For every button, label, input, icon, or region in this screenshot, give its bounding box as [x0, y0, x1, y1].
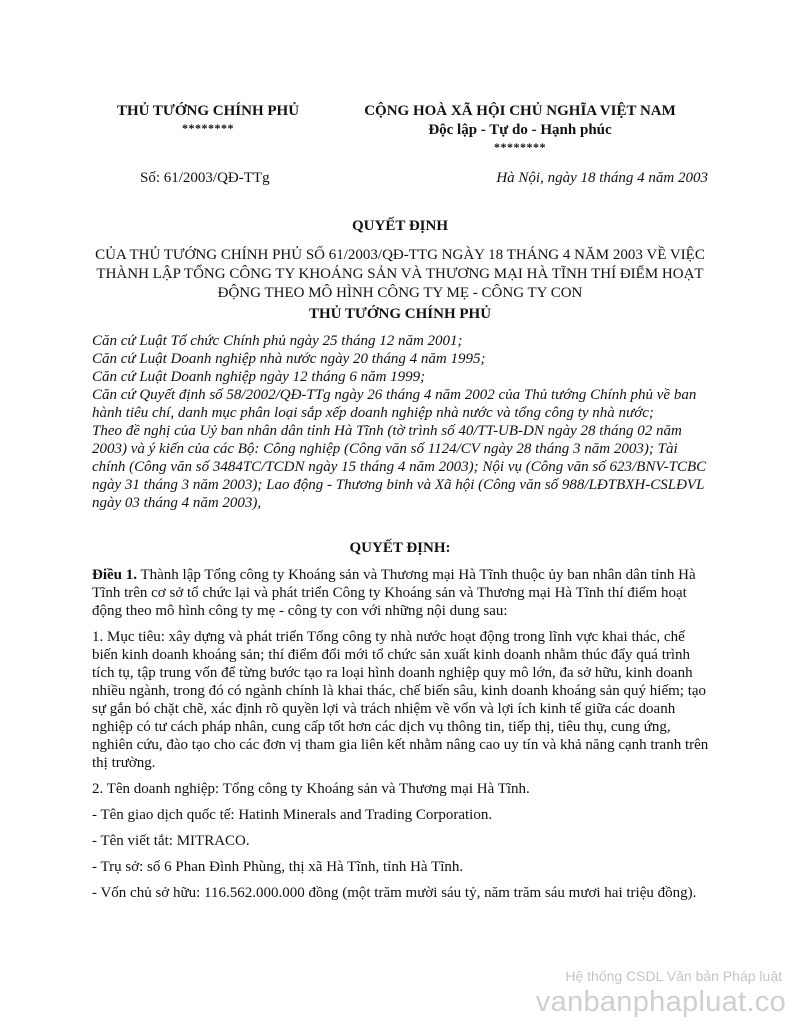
national-title-block: [340, 102, 700, 154]
article-item: - Vốn chủ sở hữu: 116.562.000.000 đồng (một trăm mười sáu tỷ, năm trăm sáu mươi hai triệu đồng).: [92, 885, 697, 901]
authority-stars: ********: [182, 121, 234, 135]
issuing-authority-block: [110, 102, 306, 135]
legal-basis: Theo đề nghị của Uỷ ban nhân dân tỉnh Hà Tĩnh (tờ trình số 40/TT-UB-DN ngày 28 tháng 02 năm 2003) và ý kiến của các Bộ: Công nghiệp (Công văn số 1124/CV ngày 28 tháng 3 năm 2003); Tài chính (Công văn số 3484TC/TCDN ngày 15 tháng 4 năm 2003); Nội vụ (Công văn số 623/BNV-TCBC ngày 31 tháng 3 năm 2003); Lao động - Thương binh và Xã hội (Công văn số 988/LĐTBXH-CSLĐVL ngày 03 tháng 4 năm 2003),: [92, 423, 707, 511]
legal-basis: Căn cứ Luật Doanh nghiệp ngày 12 tháng 6 năm 1999;: [92, 369, 426, 385]
document-title: QUYẾT ĐỊNH: [352, 218, 448, 234]
document-subtitle: CỦA THỦ TƯỚNG CHÍNH PHỦ SỐ 61/2003/QĐ-TTG NGÀY 18 THÁNG 4 NĂM 2003 VỀ VIỆC THÀNH LẬP TỔNG CÔNG TY KHOÁNG SẢN VÀ THƯƠNG MẠI HÀ TĨNH THÍ ĐIỂM HOẠT ĐỘNG THEO MÔ HÌNH CÔNG TY MẸ - CÔNG TY CON: [95, 247, 705, 301]
legal-basis: Căn cứ Quyết định số 58/2002/QĐ-TTg ngày 26 tháng 4 năm 2002 của Thủ tướng Chính phủ về ban hành tiêu chí, danh mục phân loại sắp xếp doanh nghiệp nhà nước và tổng công ty nhà nước;: [92, 387, 697, 421]
article-item: - Tên giao dịch quốc tế: Hatinh Minerals and Trading Corporation.: [92, 807, 493, 823]
issuing-authority: THỦ TƯỚNG CHÍNH PHỦ: [116, 103, 300, 119]
legal-bases: [92, 332, 714, 512]
article-item: 2. Tên doanh nghiệp: Tổng công ty Khoáng sản và Thương mại Hà Tĩnh.: [92, 781, 530, 797]
decision-body: [92, 566, 714, 910]
watermark-site: vanbanphapluat.co: [535, 986, 786, 1018]
place-date: Hà Nội, ngày 18 tháng 4 năm 2003: [496, 170, 708, 186]
article-item: - Tên viết tắt: MITRACO.: [92, 833, 250, 849]
national-title: CỘNG HOÀ XÃ HỘI CHỦ NGHĨA VIỆT NAM: [364, 103, 676, 119]
national-motto: Độc lập - Tự do - Hạnh phúc: [428, 122, 612, 138]
legal-basis: Căn cứ Luật Doanh nghiệp nhà nước ngày 20 tháng 4 năm 1995;: [92, 351, 486, 367]
article-1-label: Điều 1.: [92, 567, 137, 583]
article-1: [92, 566, 714, 620]
motto-stars: ********: [494, 140, 546, 154]
decision-heading: QUYẾT ĐỊNH:: [349, 540, 451, 556]
article-1-text: Thành lập Tổng công ty Khoáng sản và Thương mại Hà Tĩnh thuộc ủy ban nhân dân tỉnh Hà Tĩnh trên cơ sở tổ chức lại và phát triển Công ty Khoáng sản và Thương mại Hà Tĩnh thí điểm hoạt động theo mô hình công ty mẹ - công ty con với những nội dung sau:: [92, 567, 696, 619]
watermark-caption: Hệ thống CSDL Văn bản Pháp luật: [565, 968, 782, 984]
legal-basis: Căn cứ Luật Tổ chức Chính phủ ngày 25 tháng 12 năm 2001;: [92, 333, 463, 349]
document-number: Số: 61/2003/QĐ-TTg: [140, 170, 270, 186]
article-item: - Trụ sở: số 6 Phan Đình Phùng, thị xã Hà Tĩnh, tỉnh Hà Tĩnh.: [92, 859, 464, 875]
issuer-heading: THỦ TƯỚNG CHÍNH PHỦ: [308, 306, 492, 322]
article-item: 1. Mục tiêu: xây dựng và phát triển Tổng công ty nhà nước hoạt động trong lĩnh vực khai thác, chế biến kinh doanh khoáng sản; thí điểm đổi mới tổ chức sản xuất kinh doanh nhằm thúc đẩy quá trình tích tụ, tập trung vốn để từng bước tạo ra loại hình doanh nghiệp quy mô lớn, đa sở hữu, kinh doanh nhiều ngành, trong đó có ngành chính là khai thác, chế biến sâu, kinh doanh khoáng sản quý hiếm; tạo sự gắn bó chặt chẽ, xác định rõ quyền lợi và trách nhiệm về vốn và lợi ích kinh tế giữa các doanh nghiệp có tư cách pháp nhân, cung cấp tốt hơn các dịch vụ thông tin, tiếp thị, tiêu thụ, cung ứng, nghiên cứu, đào tạo cho các đơn vị tham gia liên kết nhằm nâng cao uy tín và khả năng cạnh tranh trên thị trường.: [92, 629, 709, 771]
